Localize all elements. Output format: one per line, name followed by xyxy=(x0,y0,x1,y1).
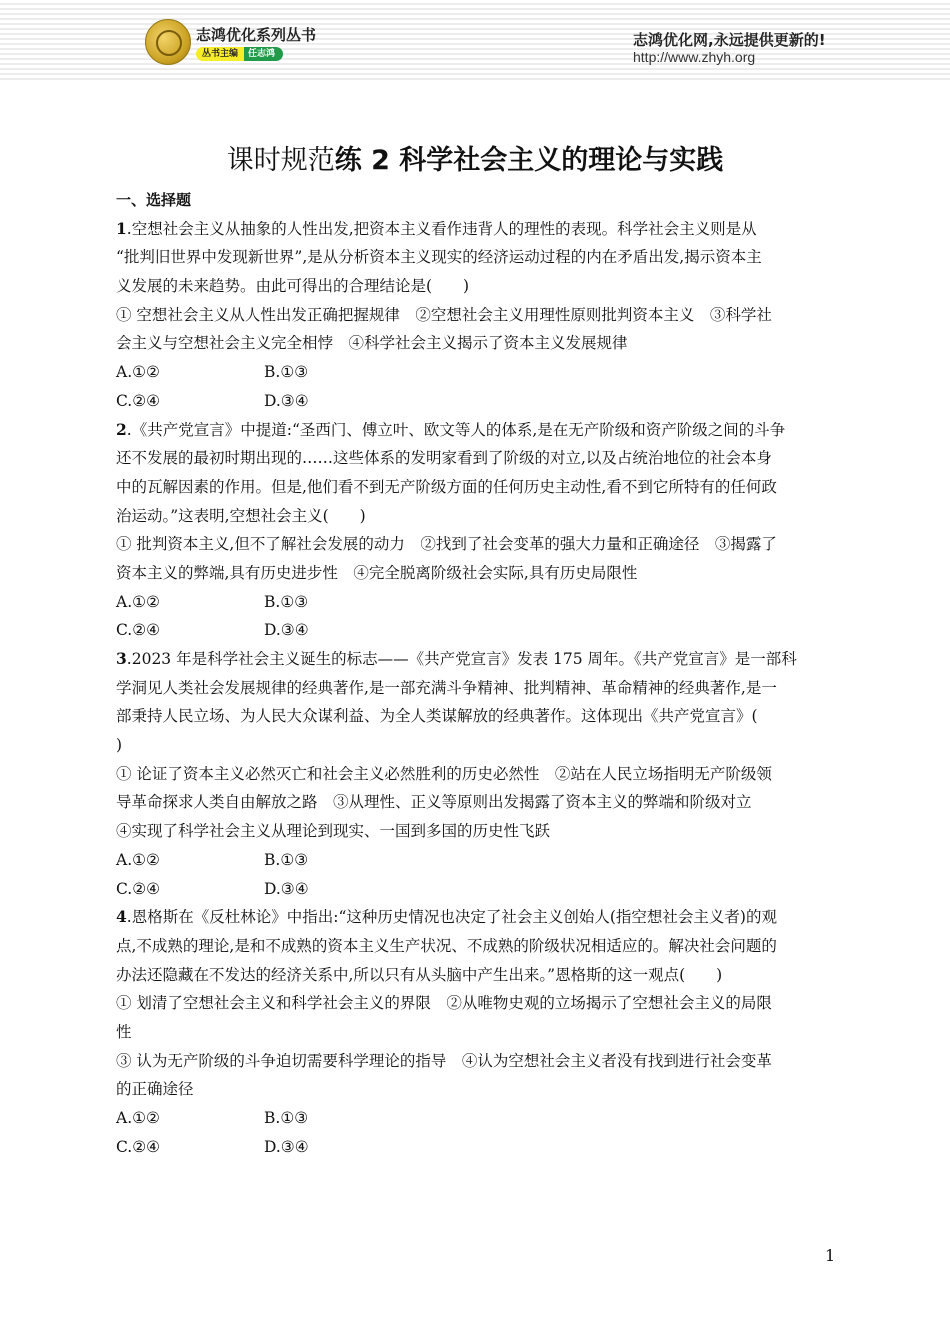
answer-choice[interactable]: D.③④ xyxy=(264,879,309,898)
question-text: .恩格斯在《反杜林论》中指出:“这种历史情况也决定了社会主义创始人(指空想社会主义者)的观 xyxy=(126,908,777,927)
question-stem-line xyxy=(116,903,836,932)
question-text-line: ① 划清了空想社会主义和科学社会主义的界限 ②从唯物史观的立场揭示了空想社会主义的局限 xyxy=(116,994,772,1013)
answer-choice[interactable]: C.②④ xyxy=(116,391,161,410)
question-stem-line xyxy=(116,215,836,244)
answer-choice[interactable]: B.①③ xyxy=(264,1109,309,1127)
header-slogan: 志鸿优化网,永远提供更新的! xyxy=(633,31,826,49)
answer-choice[interactable]: D.③④ xyxy=(264,1137,309,1156)
question-text: .《共产党宣言》中提道:“圣西门、傅立叶、欧文等人的体系,是在无产阶级和资产阶级之间的斗争 xyxy=(126,420,786,439)
question-text-line: 学洞见人类社会发展规律的经典著作,是一部充满斗争精神、批判精神、革命精神的经典著作,是一 xyxy=(116,678,777,697)
answer-choices-row xyxy=(116,358,836,387)
series-logo-emblem xyxy=(145,19,191,65)
question-text-line: ) xyxy=(116,736,123,755)
question-number: 2 xyxy=(116,419,127,439)
document-body xyxy=(116,186,836,1161)
title-prefix: 课时规范 xyxy=(226,145,335,176)
question-2 xyxy=(116,416,836,646)
editor-label: 丛书主编 xyxy=(196,47,244,61)
editor-name: 任志鸿 xyxy=(244,47,283,61)
answer-choice[interactable]: C.②④ xyxy=(116,1137,161,1156)
question-number: 4 xyxy=(116,907,127,927)
answer-choice[interactable]: B.①③ xyxy=(264,592,309,611)
question-text-line: 导革命探求人类自由解放之路 ③从理性、正义等原则出发揭露了资本主义的弊端和阶级对立 xyxy=(116,793,752,812)
page-header xyxy=(0,0,950,82)
editor-badge xyxy=(196,47,283,61)
question-text-line: ① 批判资本主义,但不了解社会发展的动力 ②找到了社会变革的强大力量和正确途径 ③揭露了 xyxy=(116,535,777,554)
question-3 xyxy=(116,645,836,903)
section-heading: 一、选择题 xyxy=(116,191,192,209)
question-text: .2023 年是科学社会主义诞生的标志——《共产党宣言》发表 175 周年。《共产党宣言》是一部科 xyxy=(126,650,797,668)
question-text-line: ① 论证了资本主义必然灭亡和社会主义必然胜利的历史必然性 ②站在人民立场指明无产阶级领 xyxy=(116,764,772,783)
answer-choices-row xyxy=(116,875,836,904)
answer-choices-row xyxy=(116,846,836,875)
question-text-line: 部秉持人民立场、为人民大众谋利益、为全人类谋解放的经典著作。这体现出《共产党宣言》( xyxy=(116,707,758,726)
question-text-line: 资本主义的弊端,具有历史进步性 ④完全脱离阶级社会实际,具有历史局限性 xyxy=(116,563,638,582)
question-text-line: 办法还隐藏在不发达的经济关系中,所以只有从头脑中产生出来。”恩格斯的这一观点( ) xyxy=(116,965,723,984)
question-4 xyxy=(116,903,836,1161)
answer-choices-row xyxy=(116,616,836,645)
question-text-line: ④实现了科学社会主义从理论到现实、一国到多国的历史性飞跃 xyxy=(116,822,551,841)
question-text-line: ③ 认为无产阶级的斗争迫切需要科学理论的指导 ④认为空想社会主义者没有找到进行社会变革 xyxy=(116,1051,772,1070)
title-main: 练 2 科学社会主义的理论与实践 xyxy=(334,145,724,176)
question-text-line: 义发展的未来趋势。由此可得出的合理结论是( ) xyxy=(116,277,470,296)
question-1 xyxy=(116,215,836,416)
answer-choices-row xyxy=(116,1133,836,1162)
question-stem-line xyxy=(116,416,836,445)
answer-choice[interactable]: A.①② xyxy=(116,363,160,382)
question-text-line: 性 xyxy=(116,1022,132,1041)
series-title: 志鸿优化系列丛书 xyxy=(196,26,317,44)
question-text-line: 还不发展的最初时期出现的……这些体系的发明家看到了阶级的对立,以及占统治地位的社会本身 xyxy=(116,449,772,468)
answer-choice[interactable]: D.③④ xyxy=(264,391,309,410)
answer-choice[interactable]: D.③④ xyxy=(264,621,309,640)
answer-choice[interactable]: B.①③ xyxy=(264,850,309,869)
question-number: 1 xyxy=(116,218,127,238)
question-text-line: “批判旧世界中发现新世界”,是从分析资本主义现实的经济运动过程的内在矛盾出发,揭示资本主 xyxy=(116,248,762,267)
answer-choice[interactable]: C.②④ xyxy=(116,879,161,898)
answer-choice[interactable]: B.①③ xyxy=(264,363,309,382)
question-text-line: ① 空想社会主义从人性出发正确把握规律 ②空想社会主义用理性原则批判资本主义 ③科学社 xyxy=(116,305,772,324)
question-text-line: 点,不成熟的理论,是和不成熟的资本主义生产状况、不成熟的阶级状况相适应的。解决社会问题的 xyxy=(116,936,777,955)
question-text-line: 治运动。”这表明,空想社会主义( ) xyxy=(116,506,366,525)
question-text-line: 中的瓦解因素的作用。但是,他们看不到无产阶级方面的任何历史主动性,看不到它所特有的任何政 xyxy=(116,477,777,496)
answer-choices-row xyxy=(116,387,836,416)
answer-choice[interactable]: C.②④ xyxy=(116,621,161,640)
answer-choices-row xyxy=(116,588,836,617)
answer-choices-row xyxy=(116,1104,836,1133)
header-url: http://www.zhyh.org xyxy=(633,49,756,65)
question-number: 3 xyxy=(116,649,127,668)
answer-choice[interactable]: A.①② xyxy=(116,1109,160,1127)
page-title xyxy=(0,138,950,177)
question-text: .空想社会主义从抽象的人性出发,把资本主义看作违背人的理性的表现。科学社会主义则是从 xyxy=(126,219,757,238)
answer-choice[interactable]: A.①② xyxy=(116,592,160,611)
page-number: 1 xyxy=(825,1246,836,1265)
question-text-line: 的正确途径 xyxy=(116,1080,194,1099)
answer-choice[interactable]: A.①② xyxy=(116,850,160,869)
question-text-line: 会主义与空想社会主义完全相悖 ④科学社会主义揭示了资本主义发展规律 xyxy=(116,334,628,353)
question-stem-line xyxy=(116,645,836,674)
